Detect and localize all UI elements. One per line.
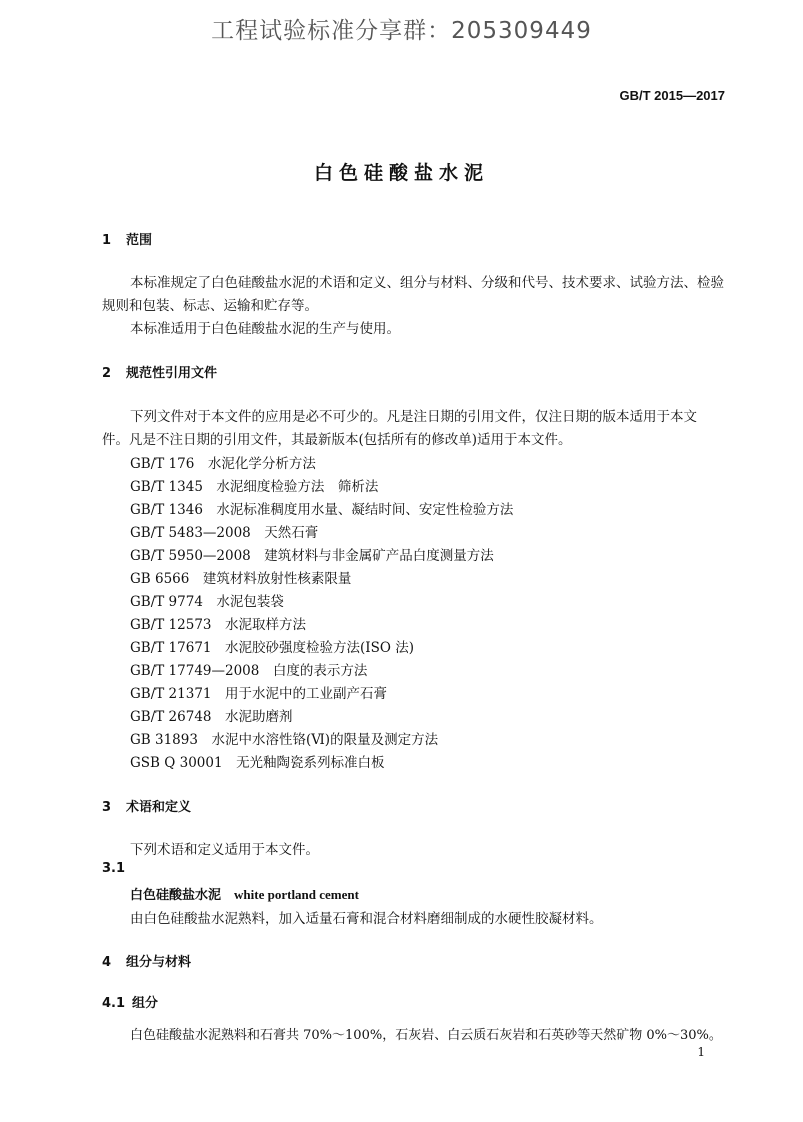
page-number: 1 [697, 1045, 705, 1059]
reference-code: GB/T 17749—2008 [130, 663, 260, 679]
reference-code: GB/T 12573 [130, 617, 212, 633]
reference-item [130, 544, 494, 564]
paragraph: 白色硅酸盐水泥熟料和石膏共 70%～100%，石灰岩、白云质石灰岩和石英砂等天然矿物 0%～30%。 [130, 1028, 722, 1043]
reference-title: 水泥标准稠度用水量、凝结时间、安定性检验方法 [216, 502, 514, 518]
reference-item [130, 705, 293, 725]
reference-item [130, 452, 316, 472]
term-chinese: 白色硅酸盐水泥 [130, 888, 222, 903]
term-entry [130, 884, 359, 903]
reference-item [130, 613, 306, 633]
section-number: 2 [102, 366, 112, 381]
section-number: 3 [102, 800, 112, 815]
reference-item [130, 521, 318, 541]
section-title: 规范性引用文件 [126, 366, 218, 381]
reference-item [130, 498, 513, 518]
reference-item [130, 682, 387, 702]
reference-code: GB/T 176 [130, 456, 195, 472]
reference-code: GB/T 5950—2008 [130, 548, 251, 564]
reference-code: GB/T 21371 [130, 686, 212, 702]
reference-item [130, 659, 367, 679]
paragraph-line: 规则和包装、标志、运输和贮存等。 [102, 298, 318, 314]
paragraph-line: 件。凡是不注日期的引用文件，其最新版本(包括所有的修改单)适用于本文件。 [102, 432, 572, 448]
reference-item [130, 751, 385, 771]
reference-code: GB 6566 [130, 571, 190, 587]
reference-code: GB/T 1345 [130, 479, 203, 495]
reference-title: 水泥中水溶性铬(Ⅵ)的限量及测定方法 [211, 732, 439, 748]
reference-title: 天然石膏 [264, 525, 319, 541]
paragraph-line: 本标准规定了白色硅酸盐水泥的术语和定义、组分与材料、分级和代号、技术要求、试验方法、检验 [130, 275, 724, 291]
reference-code: GB 31893 [130, 732, 198, 748]
term-number: 3.1 [102, 861, 126, 876]
reference-item [130, 567, 351, 587]
standard-number: GB/T 2015—2017 [619, 88, 725, 103]
term-definition: 由白色硅酸盐水泥熟料，加入适量石膏和混合材料磨细制成的水硬性胶凝材料。 [130, 911, 603, 927]
paragraph-line: 下列文件对于本文件的应用是必不可少的。凡是注日期的引用文件，仅注日期的版本适用于本文 [130, 409, 697, 425]
section-title: 术语和定义 [126, 800, 192, 815]
section-title: 范围 [126, 233, 153, 248]
reference-code: GSB Q 30001 [130, 755, 223, 771]
reference-item [130, 590, 284, 610]
section-3-heading [102, 796, 191, 815]
reference-code: GB/T 26748 [130, 709, 212, 725]
section-title: 组分与材料 [126, 955, 192, 970]
reference-title: 水泥化学分析方法 [207, 456, 316, 472]
reference-code: GB/T 5483—2008 [130, 525, 251, 541]
reference-code: GB/T 9774 [130, 594, 203, 610]
reference-title: 水泥胶砂强度检验方法(ISO 法) [225, 640, 414, 656]
watermark: 工程试验标准分享群：205309449 [211, 18, 592, 44]
section-number: 1 [102, 233, 112, 248]
reference-code: GB/T 17671 [130, 640, 212, 656]
reference-title: 水泥助磨剂 [225, 709, 293, 725]
section-2-heading [102, 362, 217, 381]
reference-code: GB/T 1346 [130, 502, 203, 518]
section-1-heading [102, 229, 152, 248]
subsection-number: 4.1 [102, 996, 126, 1011]
section-4-heading [102, 951, 191, 970]
subsection-4-1-heading [102, 992, 158, 1011]
document-title: 白色硅酸盐水泥 [313, 162, 489, 184]
section-number: 4 [102, 955, 112, 970]
reference-title: 白度的表示方法 [272, 663, 368, 679]
reference-title: 水泥包装袋 [216, 594, 284, 610]
reference-title: 无光釉陶瓷系列标准白板 [236, 755, 385, 771]
reference-title: 建筑材料与非金属矿产品白度测量方法 [264, 548, 494, 564]
paragraph: 本标准适用于白色硅酸盐水泥的生产与使用。 [130, 321, 400, 337]
term-english: white portland cement [234, 887, 359, 902]
reference-title: 水泥细度检验方法 筛析法 [216, 479, 379, 495]
reference-title: 水泥取样方法 [225, 617, 306, 633]
reference-item [130, 728, 438, 748]
reference-item [130, 475, 378, 495]
paragraph: 下列术语和定义适用于本文件。 [130, 842, 319, 858]
reference-item [130, 636, 414, 656]
reference-title: 建筑材料放射性核素限量 [202, 571, 352, 587]
subsection-title: 组分 [132, 996, 159, 1011]
reference-title: 用于水泥中的工业副产石膏 [225, 686, 387, 702]
